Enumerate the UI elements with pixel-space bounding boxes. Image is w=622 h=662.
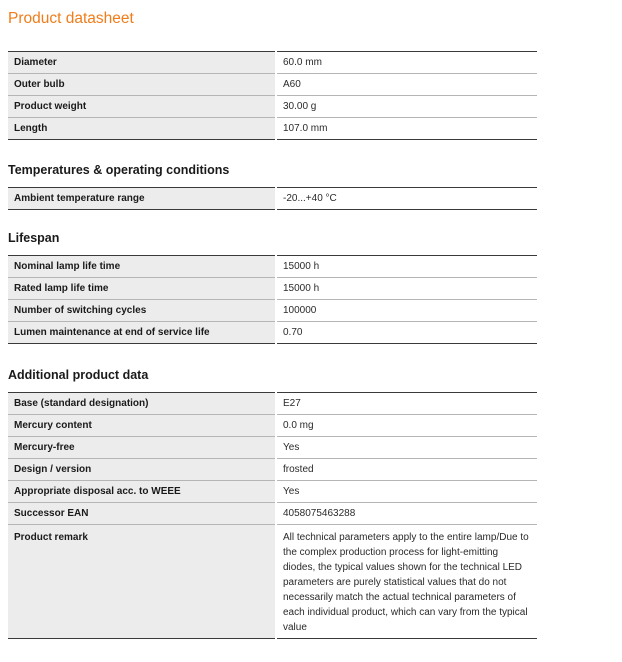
row-value: -20...+40 °C — [276, 188, 537, 210]
row-value: Yes — [276, 437, 537, 459]
row-value: 100000 — [276, 300, 537, 322]
row-value: A60 — [276, 74, 537, 96]
row-label: Product weight — [8, 96, 276, 118]
table-row — [8, 118, 537, 140]
row-label: Base (standard designation) — [8, 393, 276, 415]
section-heading-lifespan: Lifespan — [8, 231, 60, 245]
table-row — [8, 481, 537, 503]
table-row — [8, 256, 537, 278]
dimensions-table — [8, 51, 537, 140]
table-row — [8, 525, 537, 639]
temperatures-table — [8, 187, 537, 210]
row-label: Nominal lamp life time — [8, 256, 276, 278]
row-label: Successor EAN — [8, 503, 276, 525]
row-value: 30.00 g — [276, 96, 537, 118]
row-label: Outer bulb — [8, 74, 276, 96]
row-value: 15000 h — [276, 256, 537, 278]
row-value: 107.0 mm — [276, 118, 537, 140]
row-label: Mercury content — [8, 415, 276, 437]
table-row — [8, 322, 537, 344]
row-label: Design / version — [8, 459, 276, 481]
table-row — [8, 503, 537, 525]
row-value: 0.70 — [276, 322, 537, 344]
row-label: Product remark — [8, 525, 276, 639]
row-label: Diameter — [8, 52, 276, 74]
row-value: 15000 h — [276, 278, 537, 300]
table-row — [8, 393, 537, 415]
section-heading-temperatures: Temperatures & operating conditions — [8, 163, 230, 177]
row-value: All technical parameters apply to the entire lamp/Due to the complex production process for light-emitting diodes, the typical values shown for the technical LED parameters are purely statistical values that do not necessarily match the actual technical parameters of each individual product, which can vary from the typical value — [276, 525, 537, 639]
row-value: E27 — [276, 393, 537, 415]
row-value: frosted — [276, 459, 537, 481]
row-label: Ambient temperature range — [8, 188, 276, 210]
row-value: 4058075463288 — [276, 503, 537, 525]
table-row — [8, 300, 537, 322]
table-row — [8, 437, 537, 459]
table-row — [8, 188, 537, 210]
row-label: Rated lamp life time — [8, 278, 276, 300]
row-label: Appropriate disposal acc. to WEEE — [8, 481, 276, 503]
row-label: Lumen maintenance at end of service life — [8, 322, 276, 344]
additional-data-table — [8, 392, 537, 639]
table-row — [8, 459, 537, 481]
lifespan-table — [8, 255, 537, 344]
page-title: Product datasheet — [8, 10, 134, 27]
table-row — [8, 96, 537, 118]
table-row — [8, 278, 537, 300]
row-label: Mercury-free — [8, 437, 276, 459]
row-value: 0.0 mg — [276, 415, 537, 437]
row-label: Number of switching cycles — [8, 300, 276, 322]
table-row — [8, 74, 537, 96]
section-heading-additional: Additional product data — [8, 368, 149, 382]
table-row — [8, 52, 537, 74]
row-label: Length — [8, 118, 276, 140]
row-value: Yes — [276, 481, 537, 503]
row-value: 60.0 mm — [276, 52, 537, 74]
table-row — [8, 415, 537, 437]
